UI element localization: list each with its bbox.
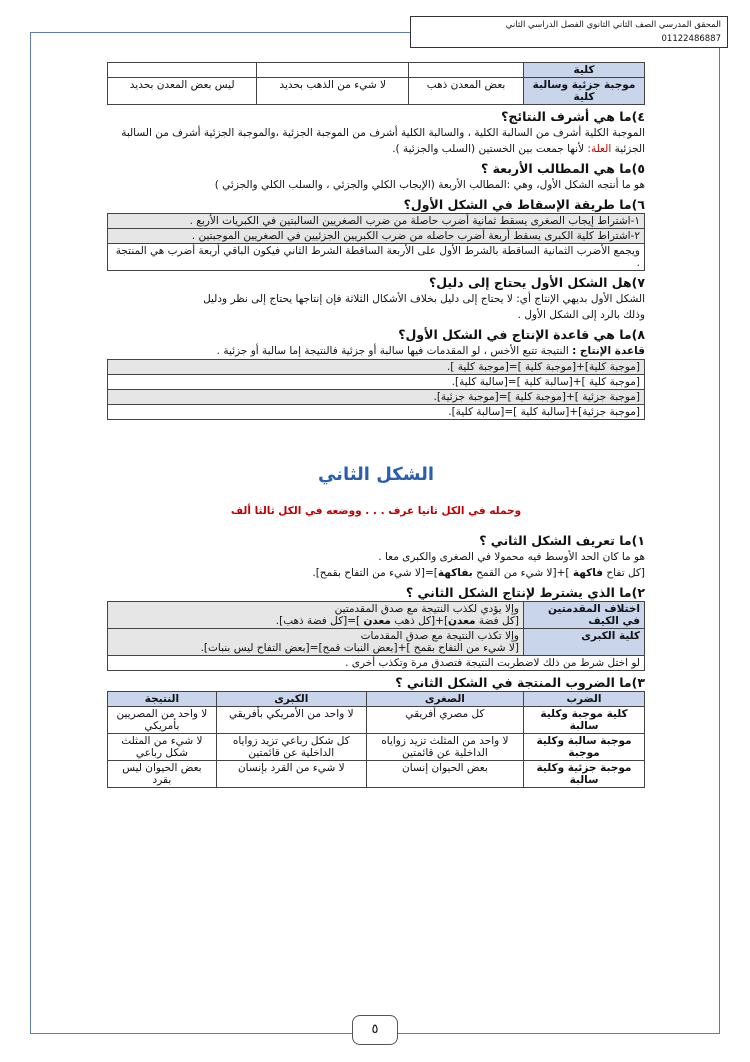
- example-part: ]=[لا شيء من التفاح بقمح].: [312, 567, 438, 579]
- table-cell: لا شيء من المثلث شكل رباعي: [108, 734, 217, 761]
- table-row: ١-اشتراط إيجاب الصغرى يسقط ثمانية أضرب حاصلة من ضرب الصغريين السالبتين في الكبريات الأربع .: [108, 214, 645, 229]
- table-cell: كل شكل رباعي تزيد زواياه الداخلية عن قائمتين: [216, 734, 366, 761]
- table-cell: لا واحد من الأمريكي بأفريقي: [216, 707, 366, 734]
- rule-body: النتيجة تتبع الأخس ، لو المقدمات فيها سالبة أو جزئية فالنتيجة إما سالبة أو جزئية .: [216, 345, 573, 357]
- column-header: النتيجة: [108, 692, 217, 707]
- page-content: [107, 62, 645, 788]
- example-term: معدن: [448, 615, 476, 627]
- answer-text: الشكل الأول بديهي الإنتاج أي: لا يحتاج إلى دليل بخلاف الأشكال الثلاثة فإن إنتاجها يحتاج إلى نظر ودليل: [203, 293, 645, 305]
- condition-line: وإلا يؤدي لكذب النتيجة مع صدق المقدمتين: [334, 603, 519, 615]
- table-cell: لا شيء من الذهب بحديد: [257, 78, 409, 105]
- rule-text: [107, 343, 645, 359]
- table-cell: لا واحد من المصريين بأمريكي: [108, 707, 217, 734]
- column-header: الصغرى: [366, 692, 523, 707]
- question-heading: ٤)ما هي أشرف النتائج؟: [501, 109, 645, 124]
- table-cell: [108, 63, 257, 78]
- table-cell: بعض المعدن ذهب: [409, 78, 524, 105]
- table-cell: ليس بعض المعدن بحديد: [108, 78, 257, 105]
- table-row: [موجبة جزئية]+[سالبة كلية ]=[سالبة كلية].: [108, 405, 645, 420]
- column-header: الكبرى: [216, 692, 366, 707]
- page-number: ٥: [352, 1015, 398, 1045]
- table-row: ٢-اشتراط كلية الكبرى يسقط أربعة أضرب حاصله من ضرب الكبريين الجزئيين في الصغريين الموجبتين .: [108, 229, 645, 244]
- table-cell: لا شيء من القرد بإنسان: [216, 761, 366, 788]
- chapter-header: [107, 464, 645, 517]
- table-row: [موجبة كلية]+[موجبة كلية ]=[موجبة كلية ].: [108, 360, 645, 375]
- table-cell: لا واحد من المثلث تزيد زواياه الداخلية عن قائمتين: [366, 734, 523, 761]
- header-text: المحقق المدرسي الصف الثاني الثانوي الفصل الدراسي الثاني: [505, 20, 721, 30]
- header-phone: 01122486887: [661, 34, 721, 44]
- example-part: ]+[كل ذهب: [390, 615, 449, 627]
- condition-label: كلية الكبرى: [524, 629, 645, 656]
- column-header: الضرب: [524, 692, 645, 707]
- moods-table: [107, 359, 645, 420]
- question-heading: ١)ما تعريف الشكل الثاني ؟: [479, 533, 645, 548]
- question-heading: ٦)ما طريقة الإسقاط في الشكل الأول؟: [403, 197, 645, 212]
- example-part: [كل تفاح: [603, 567, 645, 579]
- conditions-table: [107, 601, 645, 671]
- table-row: [موجبة جزئية ]+[موجبة كلية ]=[موجبة جزئية].: [108, 390, 645, 405]
- condition-line: وإلا تكذب النتيجة مع صدق المقدمات: [360, 630, 519, 642]
- table-cell: كل مصري أفريقي: [366, 707, 523, 734]
- mood-cell: موجبة سالبة وكلية موجبة: [524, 734, 645, 761]
- answer-text: هو ما أنتجه الشكل الأول، وهي :المطالب الأربعة (الإيجاب الكلي والجزئي ، والسلب الكلي والجزئي ): [214, 179, 645, 191]
- condition-example: [لا شيء من التفاح بقمح ]+[بعض النبات قمح]=[بعض التفاح ليس بنبات].: [200, 642, 519, 654]
- table-row: [108, 707, 645, 734]
- productive-moods-table: [107, 691, 645, 788]
- mood-cell: موجبة جزئية وكلية سالبة: [524, 761, 645, 788]
- condition-footer: لو اختل شرط من ذلك لاضطربت النتيجة فتصدق مرة وتكذب أخرى .: [108, 656, 645, 671]
- answer-text: هو ما كان الحد الأوسط فيه محمولا في الصغرى والكبرى معا .: [378, 551, 645, 563]
- question-heading: ٢)ما الذي يشترط لإنتاج الشكل الثاني ؟: [405, 585, 645, 600]
- condition-text: [108, 629, 524, 656]
- table-header-cell: كلية: [524, 63, 645, 78]
- table-cell: [257, 63, 409, 78]
- answer-text: وذلك بالرد إلى الشكل الأول .: [517, 309, 645, 321]
- condition-example: [112, 615, 519, 627]
- table-row-label: موجبة جزئية وسالبة كلية: [524, 78, 645, 105]
- question-heading: ٨)ما هي قاعدة الإنتاج في الشكل الأول؟: [398, 327, 645, 342]
- cause-label: العلة:: [587, 143, 612, 155]
- example-text: [107, 565, 645, 581]
- example-term: فاكهة: [572, 567, 604, 579]
- table-row: ويجمع الأضرب الثمانية الساقطة بالشرط الأول على الأربعة الساقطة الشرط الثاني فيكون الباقي أربعة أضرب هي المنتجة .: [108, 244, 645, 271]
- example-part: ]=[كل فضة ذهب].: [275, 615, 364, 627]
- question-heading: ٥)ما هي المطالب الأربعة ؟: [480, 161, 645, 176]
- table-row: [108, 734, 645, 761]
- header-box: [410, 16, 728, 48]
- condition-text: [108, 602, 524, 629]
- example-part: ]+[لا شيء من القمح: [472, 567, 573, 579]
- example-term: بفاكهة: [437, 567, 473, 579]
- answer-text-part: الموجبة الكلية أشرف من السالبة الكلية ، والسالبة الكلية أشرف من الموجبة الجزئية ،والموجبة الجزئية أشرف من السالبة الجزئية: [121, 127, 645, 155]
- question-heading: ٧)هل الشكل الأول يحتاج إلى دليل؟: [428, 275, 645, 290]
- answer-text: [107, 125, 645, 157]
- answer-text-part: لأنها جمعت بين الخستين (السلب والجزئية ).: [392, 143, 588, 155]
- example-term: معدن: [363, 615, 391, 627]
- chapter-subtitle: وحمله في الكل ثانيا عرف . . . ووضعه في الكل ثالثا ألف: [230, 505, 522, 517]
- example-part: [كل فضة: [475, 615, 519, 627]
- condition-label: اختلاف المقدمتين في الكيف: [524, 602, 645, 629]
- mood-cell: كلية موجبة وكلية سالبة: [524, 707, 645, 734]
- chapter-title: الشكل الثاني: [317, 464, 435, 485]
- table-cell: [409, 63, 524, 78]
- table-row: [موجبة كلية ]+[سالبة كلية ]=[سالبة كلية].: [108, 375, 645, 390]
- elimination-table: [107, 213, 645, 271]
- table-cell: بعض الحيوان إنسان: [366, 761, 523, 788]
- question-heading: ٣)ما الضروب المنتجة في الشكل الثاني ؟: [395, 675, 645, 690]
- table-row: [108, 761, 645, 788]
- table-cell: بعض الحيوان ليس بقرد: [108, 761, 217, 788]
- propositions-table: [107, 62, 645, 105]
- rule-label: قاعدة الإنتاج :: [572, 345, 645, 357]
